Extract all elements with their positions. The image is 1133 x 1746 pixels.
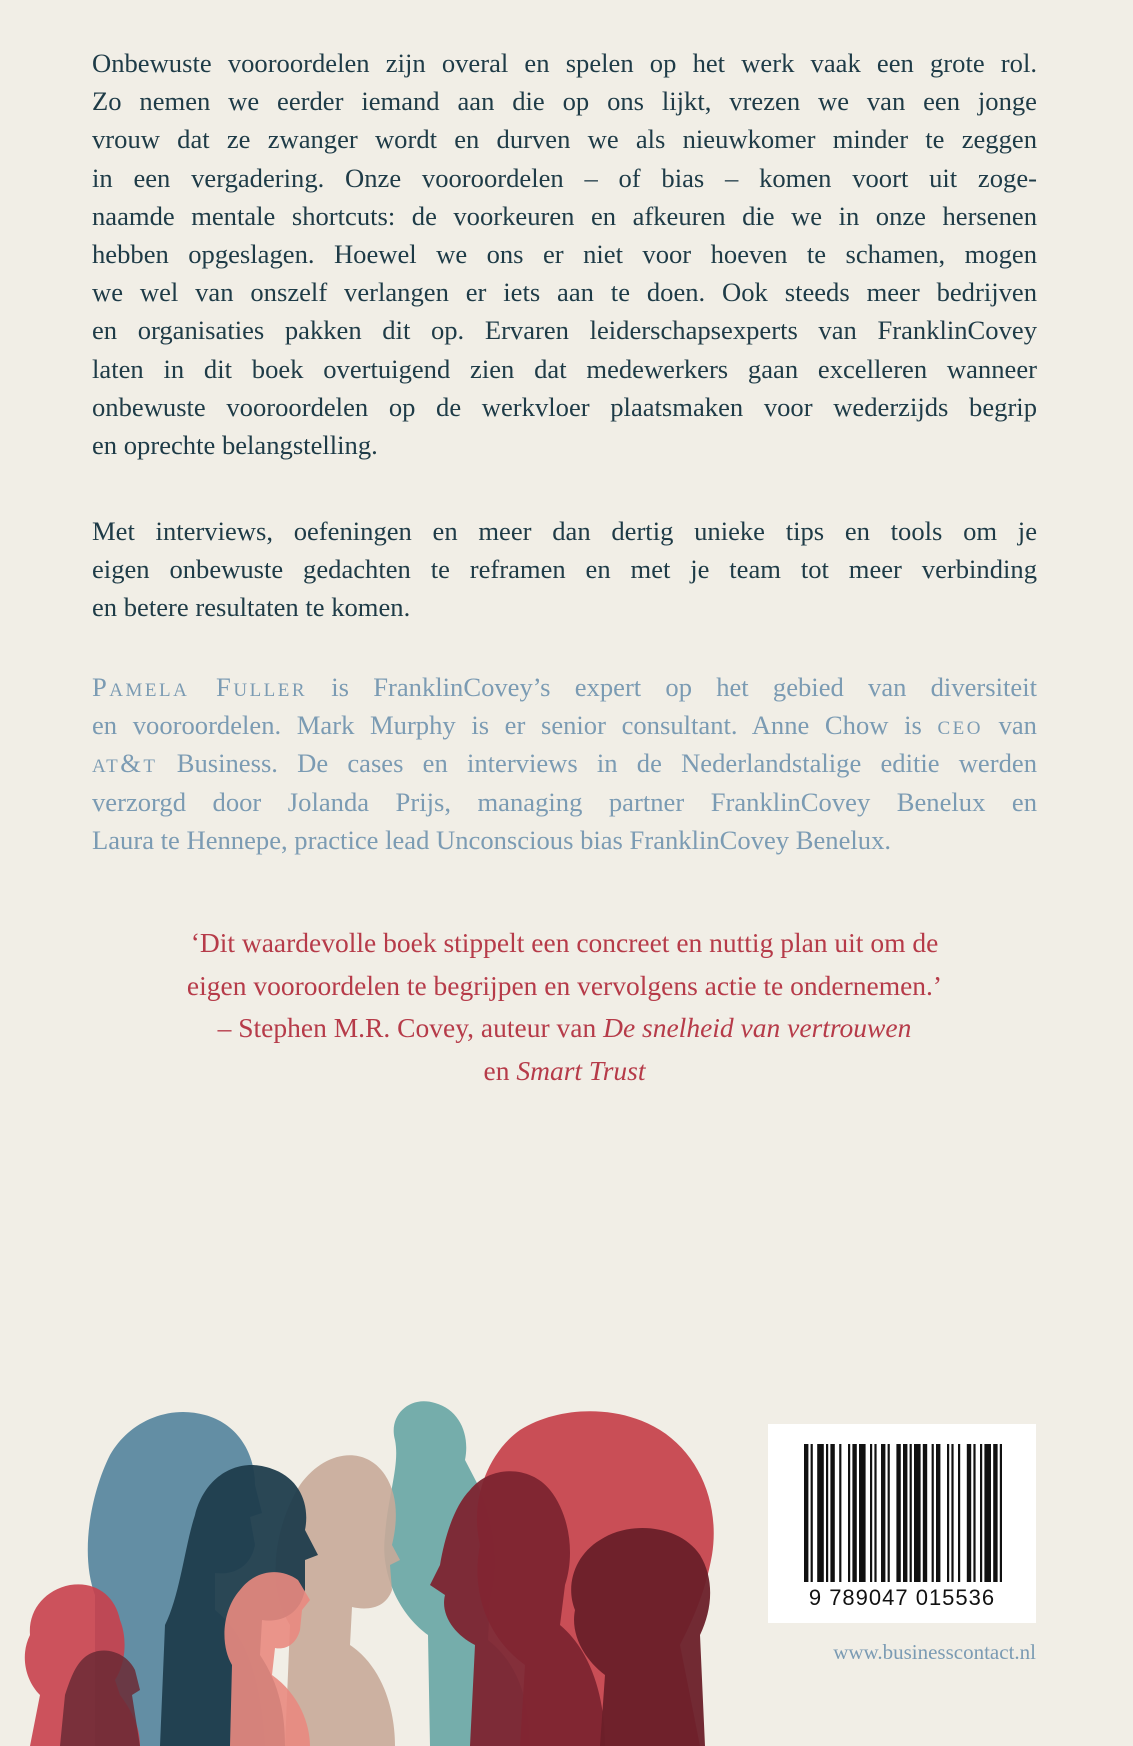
barcode — [768, 1424, 1036, 1623]
isbn-number: 9 789047 015536 — [808, 1585, 996, 1610]
blurb-line: naamde mentale shortcuts: de voorkeuren en afkeuren die we in onze hersenen — [92, 200, 1037, 231]
barcode-bar — [859, 1444, 866, 1582]
barcode-bar — [936, 1444, 940, 1582]
author-bio-line — [92, 744, 1037, 782]
author-bio-text: en vooroordelen. Mark Murphy is er senior consultant. Anne Chow is — [92, 710, 922, 741]
barcode-bar — [1000, 1444, 1002, 1582]
barcode-bar — [811, 1444, 813, 1582]
barcode-bar — [951, 1444, 953, 1582]
barcode-bar — [839, 1444, 841, 1582]
barcode-bar — [973, 1444, 975, 1582]
barcode-bar — [804, 1444, 808, 1582]
endorsement-quote — [92, 922, 1037, 1092]
author-bio-line — [92, 706, 1037, 744]
barcode-bar — [826, 1444, 828, 1582]
author-bio-text: is FranklinCovey’s expert op het gebied van diversiteit — [331, 672, 1037, 702]
blurb-line: we wel van onszelf verlangen er iets aan te doen. Ook steeds meer bedrijven — [92, 277, 1037, 308]
barcode-bar — [932, 1444, 934, 1582]
blurb-line: vrouw dat ze zwanger wordt en durven we als nieuwkomer minder te zeggen — [92, 124, 1037, 155]
blurb-line: hebben opgeslagen. Hoewel we ons er niet voor hoeven te schamen, mogen — [92, 239, 1037, 270]
blurb-line: laten in dit boek overtuigend zien dat medewerkers gaan excelleren wanneer — [92, 353, 1037, 384]
author-bio-text: Business. De cases en interviews in de Nederlandstalige editie werden — [176, 748, 1037, 779]
barcode-bar — [830, 1444, 834, 1582]
author-bio-line: verzorgd door Jolanda Prijs, managing partner FranklinCovey Benelux en — [92, 786, 1037, 817]
blurb-line: Met interviews, oefeningen en meer dan dertig unieke tips en tools om je — [92, 516, 1037, 546]
barcode-bar — [967, 1444, 971, 1582]
att-abbr: at&t — [92, 748, 158, 779]
barcode-bar — [958, 1444, 960, 1582]
barcode-bar — [910, 1444, 912, 1582]
barcode-bar — [881, 1444, 885, 1582]
barcode-bar — [870, 1444, 872, 1582]
barcode-bar — [888, 1444, 890, 1582]
barcode-bar — [903, 1444, 907, 1582]
quote-line: eigen vooroordelen te begrijpen en vervolgens actie te ondernemen.’ — [186, 969, 943, 1001]
barcode-bar — [896, 1444, 900, 1582]
barcode-bar — [923, 1444, 927, 1582]
barcode-bar — [874, 1444, 876, 1582]
blurb-line: en organisaties pakken dit op. Ervaren leiderschapsexperts van FranklinCovey — [92, 315, 1037, 346]
book-title: Smart Trust — [516, 1054, 646, 1086]
barcode-bar — [984, 1444, 991, 1582]
barcode-bar — [980, 1444, 982, 1582]
blurb-line: onbewuste vooroordelen op de werkvloer plaatsmaken voor wederzijds begrip — [92, 391, 1037, 422]
author-bio-text: van — [998, 710, 1037, 741]
barcode-bar — [852, 1444, 856, 1582]
author-bio-line: Laura te Hennepe, practice lead Unconscious bias FranklinCovey Benelux. — [92, 824, 892, 855]
blurb-paragraph-1 — [92, 44, 1037, 464]
quote-line: ‘Dit waardevolle boek stippelt een concreet en nuttig plan uit om de — [190, 927, 939, 958]
quote-attribution: en Smart Trust — [483, 1054, 646, 1086]
blurb-paragraph-2 — [92, 512, 1037, 627]
barcode-bar — [993, 1444, 997, 1582]
blurb-line: eigen onbewuste gedachten te reframen en met je team tot meer verbinding — [92, 554, 1037, 585]
publisher-website: www.businesscontact.nl — [833, 1640, 1036, 1664]
barcode-bar — [848, 1444, 850, 1582]
blurb-line: Zo nemen we eerder iemand aan die op ons lijkt, vrezen we van een jonge — [92, 86, 1037, 117]
author-bio-line — [92, 668, 1037, 706]
barcode-bar — [914, 1444, 921, 1582]
blurb-line: en oprechte belangstelling. — [92, 430, 378, 461]
ceo-abbr: ceo — [937, 710, 983, 741]
quote-attribution: – Stephen M.R. Covey, auteur van De snelheid van vertrouwen — [217, 1012, 912, 1043]
author-bio — [92, 668, 1037, 859]
author-name: Pamela Fuller — [92, 672, 308, 702]
blurb-line: en betere resultaten te komen. — [92, 592, 411, 623]
blurb-line: in een vergadering. Onze vooroordelen – of bias – komen voort uit zoge- — [92, 162, 1037, 193]
silhouette-illustration — [0, 1395, 740, 1746]
book-title: De snelheid van vertrouwen — [603, 1012, 912, 1043]
barcode-bar — [947, 1444, 949, 1582]
blurb-line: Onbewuste vooroordelen zijn overal en spelen op het werk vaak een grote rol. — [92, 48, 1037, 78]
barcode-bar — [817, 1444, 824, 1582]
